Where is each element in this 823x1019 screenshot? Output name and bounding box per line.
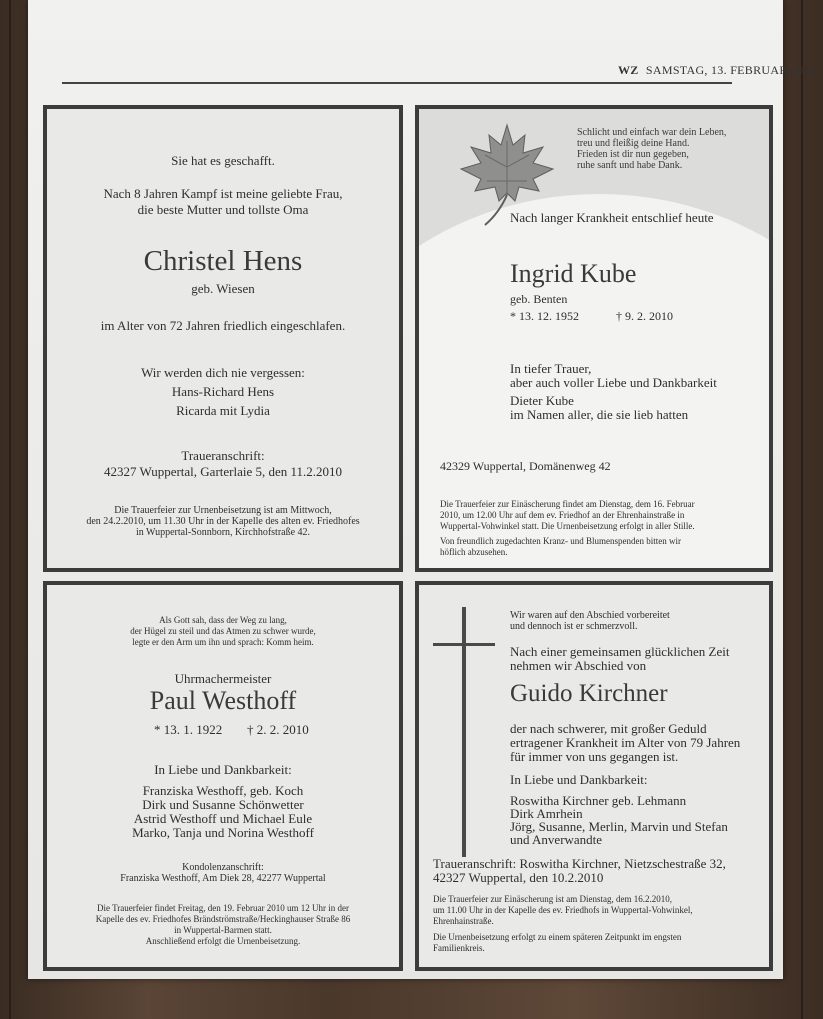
mourner-name: Marko, Tanja und Norina Westhoff	[132, 825, 314, 840]
poem-line: Schlicht und einfach war dein Leben,	[577, 127, 727, 138]
birth-name: geb. Benten	[510, 292, 568, 306]
address-label: Traueranschrift:	[181, 448, 265, 463]
ceremony-text: Die Trauerfeier zur Einäscherung ist am Dienstag, dem 16.2.2010,	[433, 894, 672, 904]
poem-line: der Hügel zu steil und das Atmen zu schwer wurde,	[130, 626, 316, 636]
poem-line: ruhe sanft und habe Dank.	[577, 160, 683, 171]
mourner-name: im Namen aller, die sie lieb hatten	[510, 407, 689, 422]
ceremony-text: Kapelle des ev. Friedhofes Brändströmstraße/Heckinghauser Straße 86	[95, 914, 351, 924]
mourner-name: Astrid Westhoff und Michael Eule	[133, 811, 313, 826]
wood-grain	[801, 0, 803, 1019]
intro-text: Sie hat es geschafft.	[171, 153, 275, 168]
deceased-name: Christel Hens	[143, 245, 303, 277]
request-text: Von freundlich zugedachten Kranz- und Blumenspenden bitten wir	[440, 536, 682, 546]
notice-ingrid-kube	[415, 105, 773, 572]
ceremony-text: Die Trauerfeier zur Urnenbeisetzung ist am Mittwoch,	[114, 505, 332, 516]
age-line: im Alter von 72 Jahren friedlich eingeschlafen.	[100, 318, 346, 333]
poem-line: legte er den Arm um ihn und sprach: Komm heim.	[132, 637, 314, 647]
poem-line: Als Gott sah, dass der Weg zu lang,	[159, 615, 287, 625]
mourner-name: Hans-Richard Hens	[171, 384, 275, 399]
mourner-name: Franziska Westhoff, geb. Koch	[142, 783, 304, 798]
death-date: † 2. 2. 2010	[247, 722, 309, 737]
ceremony-text: Die Trauerfeier zur Einäscherung findet am Dienstag, dem 16. Februar	[440, 499, 695, 509]
masthead	[618, 63, 816, 78]
burial-text: Familienkreis.	[433, 943, 485, 953]
paper-name: WZ	[618, 63, 639, 77]
mourner-name: Ricarda mit Lydia	[176, 403, 270, 418]
mourner-name: Jörg, Susanne, Merlin, Marvin und Stefan	[510, 819, 728, 834]
intro-text: Nach langer Krankheit entschlief heute	[510, 210, 714, 225]
mourner-name: Dirk Amrhein	[510, 806, 583, 821]
request-text: höflich abzusehen.	[440, 547, 508, 557]
ceremony-text: in Wuppertal-Barmen statt.	[174, 925, 272, 935]
ceremony-text: 2010, um 12.00 Uhr auf dem ev. Friedhof an der Ehrenhainstraße in	[440, 510, 685, 520]
mourning-line: aber auch voller Liebe und Dankbarkeit	[510, 375, 717, 390]
mourner-name: und Anverwandte	[510, 832, 603, 847]
notice-paul-westhoff	[43, 581, 403, 971]
address: 42327 Wuppertal, Garterlaie 5, den 11.2.2010	[103, 464, 343, 479]
address: 42327 Wuppertal, den 10.2.2010	[433, 870, 604, 885]
poem-line: Frieden ist dir nun gegeben,	[577, 149, 689, 160]
thanks-line: In Liebe und Dankbarkeit:	[510, 772, 648, 787]
remember-line: Wir werden dich nie vergessen:	[141, 365, 305, 380]
thanks-line: In Liebe und Dankbarkeit:	[154, 762, 292, 777]
text-line: der nach schwerer, mit großer Geduld	[510, 721, 707, 736]
intro-text: nehmen wir Abschied von	[510, 658, 647, 673]
mourning-line: In tiefer Trauer,	[510, 361, 592, 376]
ceremony-text: Anschließend erfolgt die Urnenbeisetzung.	[145, 936, 301, 946]
masthead-rule	[62, 82, 732, 84]
ceremony-text: Ehrenhainstraße.	[433, 916, 494, 926]
mourner-name: Dieter Kube	[510, 393, 574, 408]
condolence-address: Franziska Westhoff, Am Diek 28, 42277 Wuppertal	[120, 873, 326, 884]
birth-date: * 13. 12. 1952	[510, 309, 579, 323]
ceremony-text: Wuppertal-Vohwinkel statt. Die Urnenbeisetzung erfolgt in aller Stille.	[440, 521, 695, 531]
ceremony-text: um 11.00 Uhr in der Kapelle des ev. Friedhofs in Wuppertal-Vohwinkel,	[433, 905, 693, 915]
ceremony-text: den 24.2.2010, um 11.30 Uhr in der Kapelle des alten ev. Friedhofes	[86, 516, 360, 527]
mourner-name: Dirk und Susanne Schönwetter	[142, 797, 304, 812]
poem-line: treu und fleißig deine Hand.	[577, 138, 690, 149]
birth-date: * 13. 1. 1922	[154, 722, 223, 737]
deceased-name: Ingrid Kube	[510, 259, 637, 288]
poem-line: und dennoch ist er schmerzvoll.	[510, 621, 638, 632]
cross-icon	[433, 607, 497, 857]
poem-line: Wir waren auf den Abschied vorbereitet	[510, 610, 670, 621]
deceased-name: Paul Westhoff	[149, 686, 297, 715]
deceased-name: Guido Kirchner	[510, 680, 668, 707]
ceremony-text: Die Trauerfeier findet Freitag, den 19. Februar 2010 um 12 Uhr in der	[97, 903, 349, 913]
birth-name: geb. Wiesen	[191, 281, 255, 296]
mourner-name: Roswitha Kirchner geb. Lehmann	[510, 793, 687, 808]
notice-christel-hens	[43, 105, 403, 572]
address: 42329 Wuppertal, Domänenweg 42	[440, 459, 611, 473]
address: Traueranschrift: Roswitha Kirchner, Nietzschestraße 32,	[433, 856, 726, 871]
intro-text: Nach einer gemeinsamen glücklichen Zeit	[510, 644, 730, 659]
death-date: † 9. 2. 2010	[616, 309, 673, 323]
text-line: ertragener Krankheit im Alter von 79 Jahren	[510, 735, 741, 750]
text-line: Nach 8 Jahren Kampf ist meine geliebte Frau,	[103, 186, 343, 201]
profession: Uhrmachermeister	[174, 671, 272, 686]
condolence-label: Kondolenzanschrift:	[182, 862, 264, 873]
ceremony-text: in Wuppertal-Sonnborn, Kirchhofstraße 42.	[135, 527, 311, 538]
newspaper-page	[28, 0, 817, 979]
wood-grain	[9, 0, 11, 1019]
burial-text: Die Urnenbeisetzung erfolgt zu einem späteren Zeitpunkt im engsten	[433, 932, 682, 942]
text-line: für immer von uns gegangen ist.	[510, 749, 679, 764]
issue-date: SAMSTAG, 13. FEBRUAR 2010	[645, 63, 817, 77]
text-line: die beste Mutter und tollste Oma	[137, 202, 309, 217]
notice-guido-kirchner	[415, 581, 773, 971]
